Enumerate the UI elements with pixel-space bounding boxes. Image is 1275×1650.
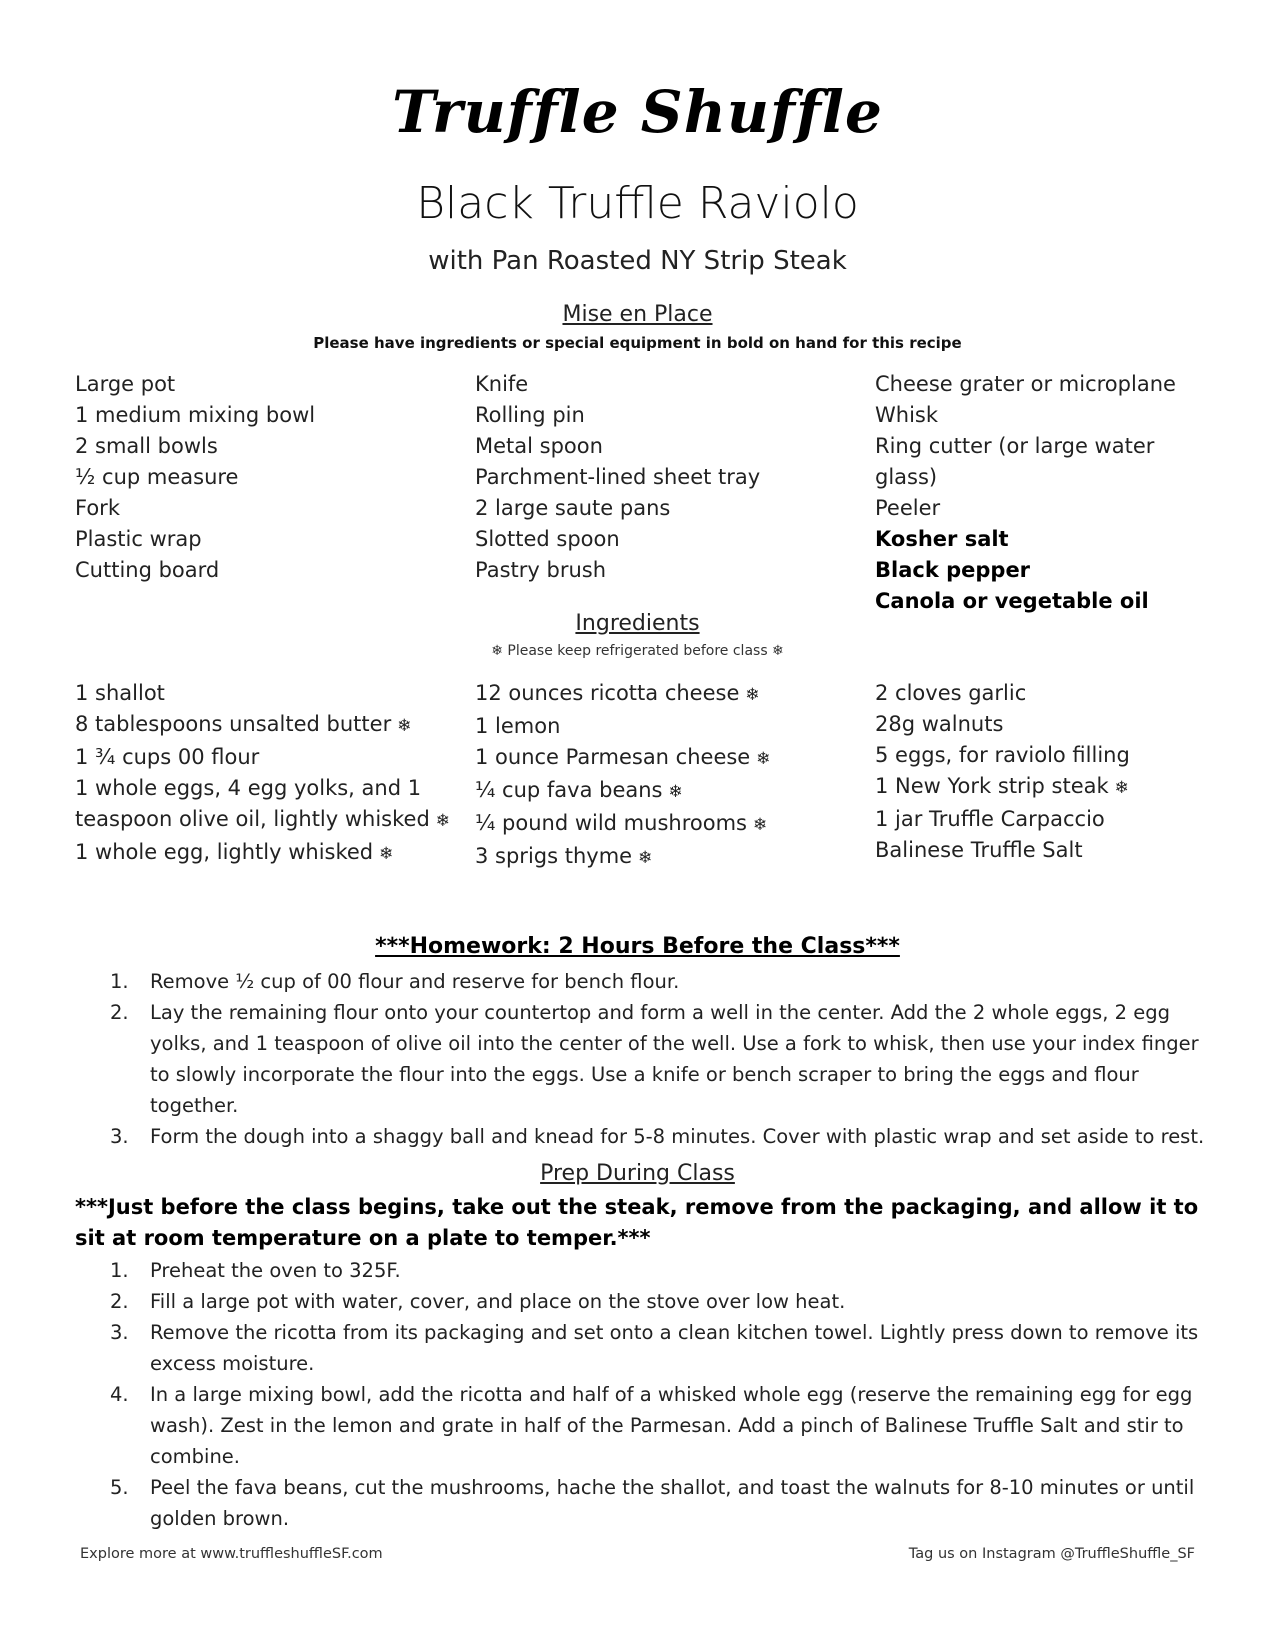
snowflake-icon: ❄ bbox=[756, 749, 771, 769]
snowflake-icon: ❄ bbox=[745, 685, 760, 705]
footer-instagram: Tag us on Instagram @TruffleShuffle_SF bbox=[908, 1546, 1195, 1562]
list-item: Ring cutter (or large water glass) bbox=[875, 434, 1155, 489]
mise-column-2 bbox=[475, 369, 875, 617]
ingredients-column-3 bbox=[875, 678, 1215, 874]
footer-website: Explore more at www.truffleshuffleSF.com bbox=[80, 1546, 383, 1562]
list-item: 3. Remove the ricotta from its packaging and set onto a clean kitchen towel. Lightly press down to remove its excess moisture. bbox=[110, 1321, 1199, 1375]
list-item: 1 jar Truffle Carpaccio bbox=[875, 807, 1105, 831]
list-item: teaspoon olive oil, lightly whisked ❄ bbox=[75, 807, 451, 831]
list-item: 2 large saute pans bbox=[475, 496, 671, 520]
list-item: 1 lemon bbox=[475, 714, 561, 738]
list-item: 1 New York strip steak ❄ bbox=[875, 774, 1129, 798]
mise-heading: Mise en Place bbox=[562, 302, 713, 327]
prep-note: ***Just before the class begins, take out the steak, remove from the packaging, and allow it to sit at room temperature on a plate to temper.*** bbox=[75, 1195, 1199, 1250]
list-item: 5 eggs, for raviolo filling bbox=[875, 743, 1130, 767]
ingredients-heading: Ingredients bbox=[575, 611, 700, 636]
list-item: Metal spoon bbox=[475, 434, 603, 458]
list-item-bold: Canola or vegetable oil bbox=[875, 589, 1149, 613]
list-item: 1 ounce Parmesan cheese ❄ bbox=[475, 745, 771, 769]
list-item: 1 ¾ cups 00 flour bbox=[75, 745, 260, 769]
ingredients-note: ❄ Please keep refrigerated before class ❄ bbox=[491, 643, 784, 659]
snowflake-icon: ❄ bbox=[668, 782, 683, 802]
prep-steps bbox=[110, 1255, 1210, 1534]
list-item: 1. Preheat the oven to 325F. bbox=[110, 1259, 401, 1282]
homework-heading: ***Homework: 2 Hours Before the Class*** bbox=[375, 934, 900, 959]
list-item: 3. Form the dough into a shaggy ball and knead for 5-8 minutes. Cover with plastic wrap and set aside to rest. bbox=[110, 1125, 1205, 1148]
list-item: Knife bbox=[475, 372, 529, 396]
list-item: 12 ounces ricotta cheese ❄ bbox=[475, 681, 760, 705]
list-item-bold: Black pepper bbox=[875, 558, 1031, 582]
list-item: Whisk bbox=[875, 403, 939, 427]
list-item: Fork bbox=[75, 496, 120, 520]
prep-heading: Prep During Class bbox=[540, 1161, 735, 1186]
list-item: Pastry brush bbox=[475, 558, 607, 582]
snowflake-icon: ❄ bbox=[638, 848, 653, 868]
list-item: Balinese Truffle Salt bbox=[875, 838, 1083, 862]
list-item: 3 sprigs thyme ❄ bbox=[475, 844, 653, 868]
brand-logo: Truffle Shuffle bbox=[392, 78, 883, 146]
list-item: Rolling pin bbox=[475, 403, 585, 427]
mise-column-1 bbox=[75, 369, 475, 617]
list-item: 1 medium mixing bowl bbox=[75, 403, 316, 427]
homework-steps bbox=[110, 966, 1210, 1152]
list-item: 1 whole eggs, 4 egg yolks, and 1 bbox=[75, 776, 422, 800]
mise-note: Please have ingredients or special equipment in bold on hand for this recipe bbox=[313, 334, 962, 352]
list-item: Parchment-lined sheet tray bbox=[475, 465, 761, 489]
recipe-subtitle: with Pan Roasted NY Strip Steak bbox=[428, 246, 847, 276]
ingredients-column-2 bbox=[475, 678, 875, 874]
list-item: 2. Fill a large pot with water, cover, and place on the stove over low heat. bbox=[110, 1290, 846, 1313]
list-item: Cheese grater or microplane bbox=[875, 372, 1176, 396]
mise-columns bbox=[75, 369, 1215, 617]
list-item: Peeler bbox=[875, 496, 941, 520]
list-item: 2. Lay the remaining flour onto your countertop and form a well in the center. Add the 2 whole eggs, 2 egg yolks, and 1 teaspoon of olive oil into the center of the well. Use a fork to whisk, then use your index finger to slowly incorporate the flour into the eggs. Use a knife or bench scraper to bring the eggs and flour together. bbox=[110, 1001, 1199, 1117]
list-item: 28g walnuts bbox=[875, 712, 1004, 736]
list-item: ½ cup measure bbox=[75, 465, 239, 489]
list-item: ¼ pound wild mushrooms ❄ bbox=[475, 811, 768, 835]
recipe-title: Black Truffle Raviolo bbox=[416, 178, 859, 229]
list-item: Plastic wrap bbox=[75, 527, 202, 551]
snowflake-icon: ❄ bbox=[752, 815, 768, 835]
snowflake-icon: ❄ bbox=[435, 811, 451, 831]
list-item: 1. Remove ½ cup of 00 flour and reserve for bench flour. bbox=[110, 970, 680, 993]
list-item: 2 cloves garlic bbox=[875, 681, 1027, 705]
list-item: Slotted spoon bbox=[475, 527, 620, 551]
list-item: 4. In a large mixing bowl, add the ricotta and half of a whisked whole egg (reserve the remaining egg for egg wash). Zest in the lemon and grate in half of the Parmesan. Add a pinch of Balinese Truffle Salt and stir to combine. bbox=[110, 1383, 1193, 1468]
snowflake-icon: ❄ bbox=[1114, 778, 1129, 798]
list-item: 2 small bowls bbox=[75, 434, 218, 458]
list-item: 1 shallot bbox=[75, 681, 165, 705]
snowflake-icon: ❄ bbox=[397, 716, 412, 736]
list-item: Cutting board bbox=[75, 558, 220, 582]
list-item: 8 tablespoons unsalted butter ❄ bbox=[75, 712, 412, 736]
list-item: 1 whole egg, lightly whisked ❄ bbox=[75, 840, 394, 864]
list-item-bold: Kosher salt bbox=[875, 527, 1009, 551]
snowflake-icon: ❄ bbox=[379, 844, 394, 864]
list-item: ¼ cup fava beans ❄ bbox=[475, 778, 683, 802]
ingredients-column-1 bbox=[75, 678, 475, 874]
list-item: 5. Peel the fava beans, cut the mushrooms, hache the shallot, and toast the walnuts for 8-10 minutes or until golden brown. bbox=[110, 1476, 1195, 1530]
ingredients-columns bbox=[75, 678, 1215, 874]
list-item: Large pot bbox=[75, 372, 176, 396]
mise-column-3 bbox=[875, 369, 1215, 617]
